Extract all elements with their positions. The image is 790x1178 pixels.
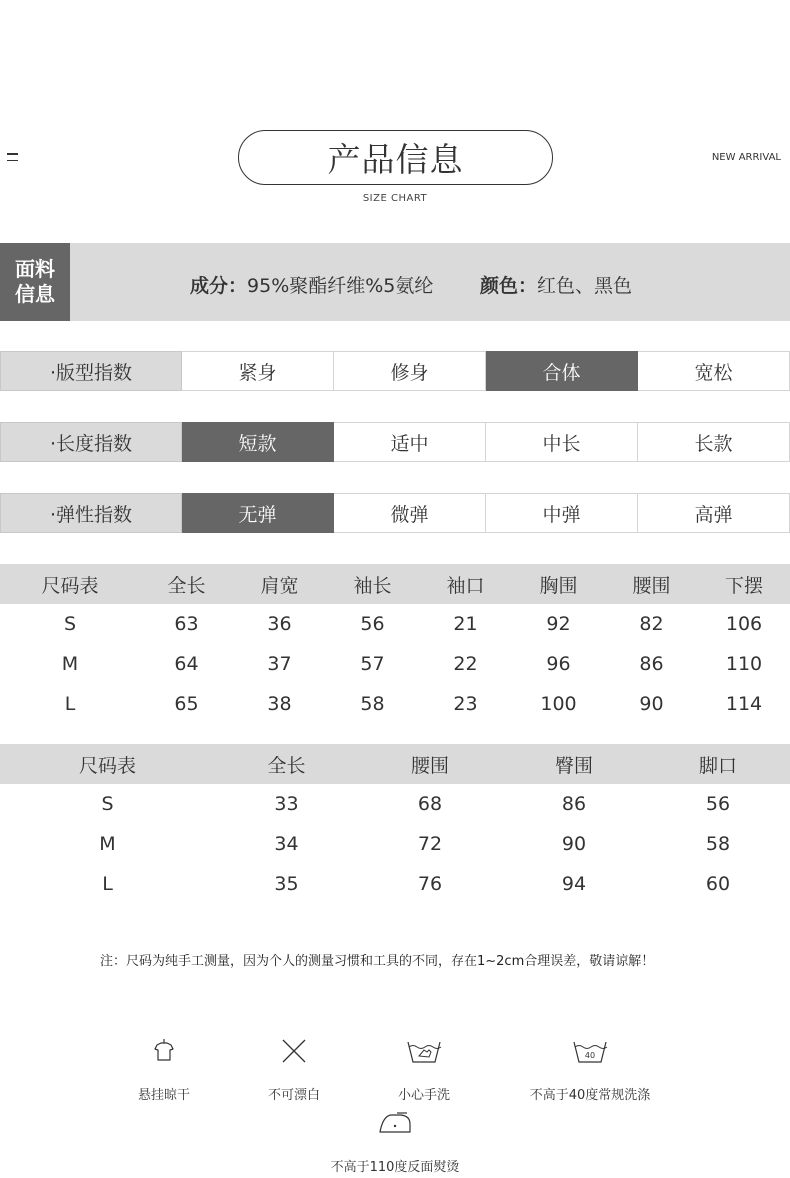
table-header: 全长 <box>140 564 233 604</box>
table-cell: 33 <box>274 793 299 815</box>
color-label: 颜色： <box>480 275 538 297</box>
color-value: 红色、黑色 <box>537 275 633 297</box>
menu-icon[interactable] <box>7 153 18 166</box>
stretch-option-high: 高弹 <box>638 493 790 533</box>
fabric-info <box>0 243 790 321</box>
care-hang-dry-label: 悬挂晾干 <box>137 1088 190 1103</box>
table-cell: 114 <box>725 693 763 715</box>
table-header: 尺码表 <box>0 744 215 784</box>
length-option-long: 长款 <box>638 422 790 462</box>
table-cell: 65 <box>174 693 199 715</box>
table-cell: 90 <box>639 693 664 715</box>
table-cell: 63 <box>174 613 199 635</box>
table-header-row <box>0 564 790 604</box>
wash-40-icon <box>570 1036 610 1066</box>
table-cell: 110 <box>725 653 763 675</box>
table-cell: 90 <box>561 833 587 855</box>
table-cell: S <box>101 793 114 815</box>
hang-dry-icon <box>149 1036 179 1066</box>
table-row <box>0 784 790 824</box>
care-wash-temp-label: 不高于40度常规洗涤 <box>529 1088 651 1103</box>
care-wash-temp <box>520 1036 660 1103</box>
fit-index-row <box>0 351 790 391</box>
table-header: 胸围 <box>512 564 605 604</box>
table-cell: 58 <box>360 693 385 715</box>
fit-option-slim: 修身 <box>334 351 486 391</box>
table-cell: 38 <box>267 693 292 715</box>
table-header: 袖口 <box>419 564 512 604</box>
care-iron <box>315 1108 475 1175</box>
table-cell: 92 <box>546 613 571 635</box>
table-header: 脚口 <box>646 744 790 784</box>
table-cell: 35 <box>274 873 299 895</box>
table-cell: 22 <box>453 653 478 675</box>
table-cell: 23 <box>453 693 478 715</box>
length-option-mid-long: 中长 <box>486 422 638 462</box>
iron-icon <box>377 1108 413 1138</box>
table-cell: 68 <box>417 793 443 815</box>
table-header: 臀围 <box>502 744 646 784</box>
table-header: 腰围 <box>605 564 698 604</box>
table-cell: 86 <box>561 793 587 815</box>
page-title-text: 产品信息 <box>327 140 464 179</box>
table-header: 肩宽 <box>233 564 326 604</box>
fabric-label-line2: 信息 <box>15 282 55 306</box>
table-cell: 72 <box>417 833 443 855</box>
care-iron-label: 不高于110度反面熨烫 <box>330 1160 460 1175</box>
table-cell: M <box>99 833 116 855</box>
table-row <box>0 684 790 724</box>
table-header: 全长 <box>215 744 358 784</box>
table-cell: 21 <box>453 613 478 635</box>
table-row <box>0 824 790 864</box>
table-header: 下摆 <box>698 564 790 604</box>
bottom-size-table <box>0 744 790 904</box>
length-index-row <box>0 422 790 462</box>
care-hand-wash-label: 小心手洗 <box>397 1088 450 1103</box>
table-header: 腰围 <box>358 744 502 784</box>
table-cell: 34 <box>274 833 299 855</box>
table-cell: L <box>64 693 76 715</box>
care-no-bleach-label: 不可漂白 <box>267 1088 320 1103</box>
care-no-bleach <box>254 1036 334 1103</box>
table-row <box>0 644 790 684</box>
fabric-label-line1: 面料 <box>15 257 55 281</box>
page-title <box>238 130 553 185</box>
table-cell: 100 <box>540 693 577 715</box>
measurement-note: 注：尺码为纯手工测量，因为个人的测量习惯和工具的不同，存在1~2cm合理误差，敬请谅解！ <box>100 954 655 969</box>
table-cell: 86 <box>639 653 664 675</box>
table-cell: 106 <box>725 613 763 635</box>
care-hang-dry <box>124 1036 204 1103</box>
top-size-table <box>0 564 790 724</box>
stretch-option-none: 无弹 <box>182 493 334 533</box>
table-row <box>0 604 790 644</box>
fit-index-label: ·版型指数 <box>0 351 182 391</box>
hand-wash-icon <box>404 1036 444 1066</box>
care-hand-wash <box>384 1036 464 1103</box>
table-cell: 36 <box>267 613 292 635</box>
length-option-short: 短款 <box>182 422 334 462</box>
table-cell: L <box>102 873 113 895</box>
table-cell: 76 <box>417 873 443 895</box>
no-bleach-icon <box>279 1036 309 1066</box>
new-arrival-badge: NEW ARRIVAL <box>711 152 781 163</box>
table-row <box>0 864 790 904</box>
table-cell: 56 <box>705 793 731 815</box>
fabric-color <box>480 271 632 298</box>
stretch-index-label: ·弹性指数 <box>0 493 182 533</box>
stretch-index-row <box>0 493 790 533</box>
table-header-row <box>0 744 790 784</box>
table-cell: 37 <box>267 653 292 675</box>
table-cell: 57 <box>360 653 385 675</box>
table-cell: 94 <box>561 873 587 895</box>
table-cell: 58 <box>705 833 731 855</box>
table-cell: 64 <box>174 653 199 675</box>
wash-temp-value: 40 <box>584 1051 596 1060</box>
table-cell: M <box>61 653 79 675</box>
length-index-label: ·长度指数 <box>0 422 182 462</box>
table-cell: 96 <box>546 653 571 675</box>
table-cell: 60 <box>705 873 731 895</box>
fit-option-regular: 合体 <box>486 351 638 391</box>
table-cell: 56 <box>360 613 385 635</box>
page-subtitle: SIZE CHART <box>362 193 428 204</box>
length-option-medium: 适中 <box>334 422 486 462</box>
table-cell: S <box>63 613 77 635</box>
table-cell: 82 <box>639 613 664 635</box>
fit-option-loose: 宽松 <box>638 351 790 391</box>
table-header: 尺码表 <box>0 564 140 604</box>
stretch-option-medium: 中弹 <box>486 493 638 533</box>
table-header: 袖长 <box>326 564 419 604</box>
composition-label: 成分： <box>190 275 248 297</box>
fit-option-tight: 紧身 <box>182 351 334 391</box>
stretch-option-slight: 微弹 <box>334 493 486 533</box>
fabric-info-label <box>0 243 70 321</box>
composition-value: 95%聚酯纤维%5氨纶 <box>247 275 434 297</box>
fabric-composition <box>190 271 433 298</box>
